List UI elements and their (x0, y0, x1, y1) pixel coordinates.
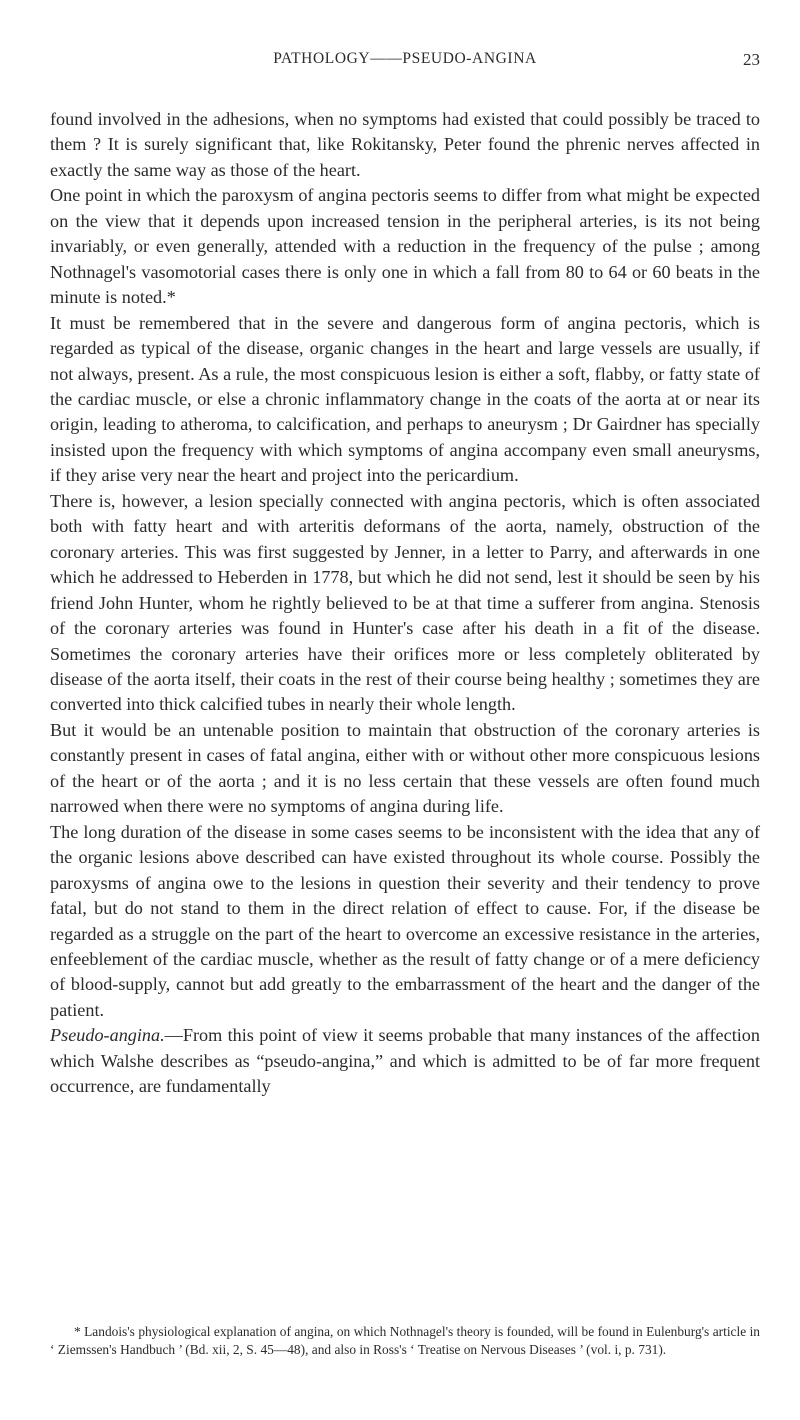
paragraph: One point in which the paroxysm of angina pectoris seems to differ from what might be expected on the view that it depends upon increased tension in the peripheral arteries, is its not being invariably, or even generally, attended with a reduction in the frequency of the pulse ; among Nothnagel's vasomotorial cases there is only one in which a fall from 80 to 64 or 60 beats in the minute is noted.* (50, 185, 760, 308)
footnote: * Landois's physiological explanation of angina, on which Nothnagel's theory is founded, will be found in Eulenburg's article in ‘ Ziemssen's Handbuch ’ (Bd. xii, 2, S. 45—48), and also in Ross's ‘ Treatise on Nervous Diseases ’ (vol. i, p. 731). (50, 1324, 760, 1358)
paragraph-text: —From this point of view it seems probable that many instances of the affection which Walshe describes as “pseudo-angina,” and which is admitted to be of far more frequent occurrence, are fundamentally (50, 1025, 760, 1097)
paragraph-pseudo-angina (50, 1023, 760, 1099)
paragraph: found involved in the adhesions, when no symptoms had existed that could possibly be traced to them ? It is surely significant that, like Rokitansky, Peter found the phrenic nerves affected in exactly the same way as those of the heart. (50, 109, 760, 180)
running-title: PATHOLOGY——PSEUDO-ANGINA (273, 50, 537, 67)
paragraph: The long duration of the disease in some cases seems to be inconsistent with the idea that any of the organic lesions above described can have existed throughout its whole course. Possibly the paroxysms of angina owe to the lesions in question their severity and their tendency to prove fatal, but do not stand to them in the direct relation of effect to cause. For, if the disease be regarded as a struggle on the part of the heart to overcome an excessive resistance in the arteries, enfeeblement of the cardiac muscle, whether as the result of fatty change or of a mere deficiency of blood-supply, cannot but add greatly to the embarrassment of the heart and the danger of the patient. (50, 821, 760, 1020)
paragraph: There is, however, a lesion specially connected with angina pectoris, which is often associated both with fatty heart and with arteritis deformans of the aorta, namely, obstruction of the coronary arteries. This was first suggested by Jenner, in a letter to Parry, and afterwards in one which he addressed to Heberden in 1778, but which he did not send, lest it should be seen by his friend John Hunter, whom he rightly believed to be at that time a sufferer from angina. Stenosis of the coronary arteries was found in Hunter's case after his death in a fit of the disease. Sometimes the coronary arteries have their orifices more or less completely obliterated by disease of the aorta itself, their coats in the rest of their course being healthy ; sometimes they are converted into thick calcified tubes in nearly their whole length. (50, 490, 760, 715)
page-number: 23 (743, 50, 760, 69)
body-text (50, 107, 760, 1100)
section-lead-heading: Pseudo-angina. (50, 1025, 165, 1046)
paragraph: It must be remembered that in the severe and dangerous form of angina pectoris, which is regarded as typical of the disease, organic changes in the heart and large vessels are usually, if not always, present. As a rule, the most conspicuous lesion is either a soft, flabby, or fatty state of the cardiac muscle, or else a chronic inflammatory change in the coats of the aorta at or near its origin, leading to atheroma, to calcification, and perhaps to aneurysm ; Dr Gairdner has specially insisted upon the frequency with which symptoms of angina accompany even small aneurysms, if they arise very near the heart and project into the pericardium. (50, 312, 760, 486)
page-header (50, 50, 760, 74)
paragraph: But it would be an untenable position to maintain that obstruction of the coronary arteries is constantly present in cases of fatal angina, either with or without other more conspicuous lesions of the heart or of the aorta ; and it is no less certain that these vessels are often found much narrowed when there were no symptoms of angina during life. (50, 719, 760, 817)
